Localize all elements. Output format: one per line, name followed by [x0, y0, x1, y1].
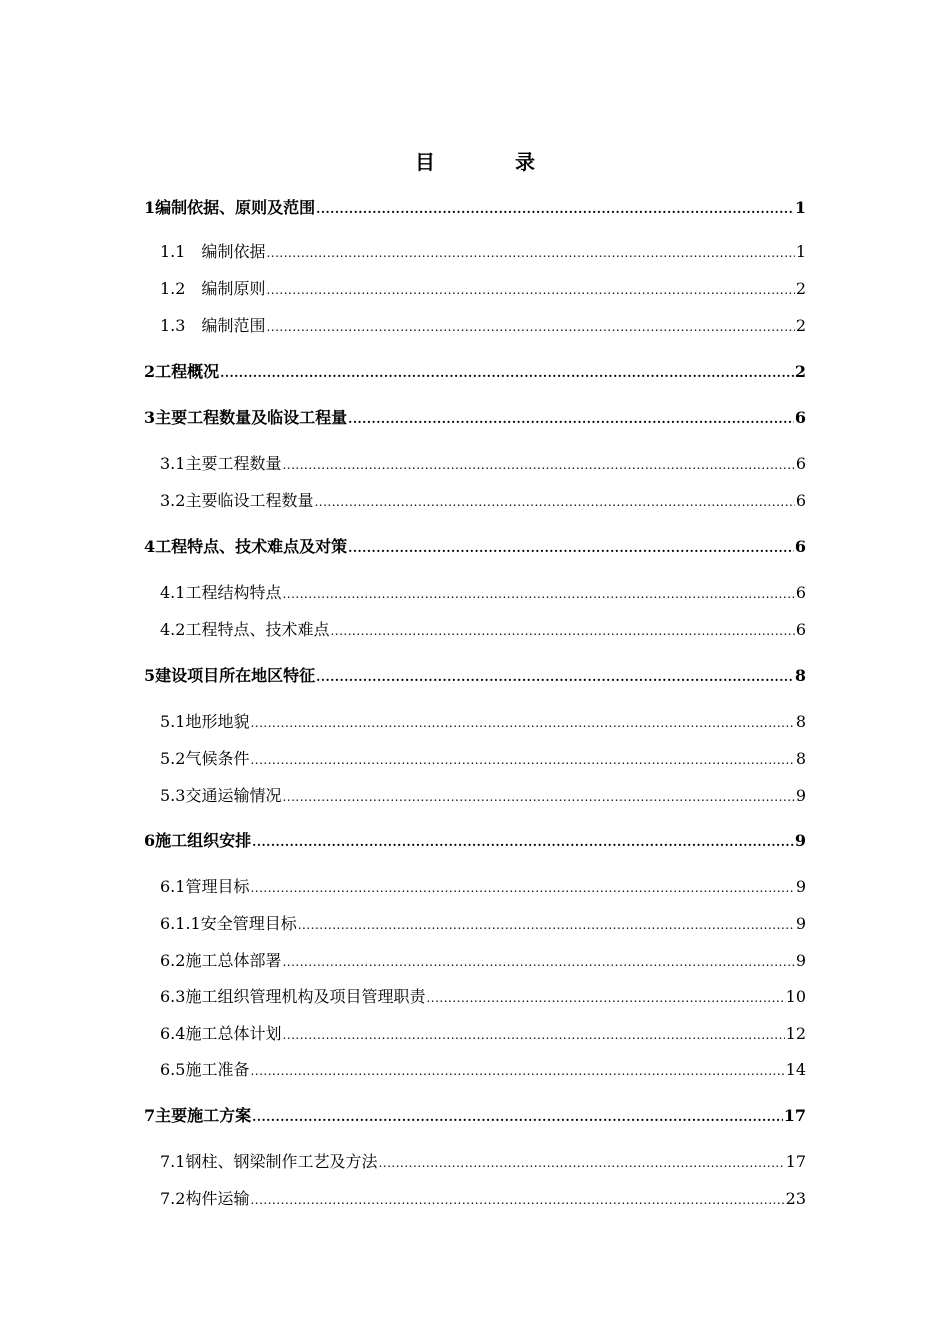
toc-entry-page-number: 6 — [795, 454, 806, 473]
toc-dot-leader — [316, 197, 794, 221]
toc-entry-page-number: 2 — [795, 279, 806, 298]
toc-entry-page-number: 10 — [785, 987, 806, 1006]
toc-entry[interactable] — [144, 1104, 806, 1128]
toc-entry[interactable] — [144, 406, 806, 430]
toc-entry-label: 1.3 编制范围 — [160, 316, 266, 335]
toc-entry[interactable] — [160, 747, 806, 771]
toc-entry-label: 3.2主要临设工程数量 — [160, 491, 314, 510]
toc-entry-label: 1.1 编制依据 — [160, 242, 266, 261]
toc-entry-label: 4.1工程结构特点 — [160, 583, 282, 602]
toc-dot-leader — [266, 315, 794, 339]
toc-entry-page-number: 6 — [795, 491, 806, 510]
toc-entry-page-number: 2 — [794, 362, 806, 381]
toc-entry-label: 5.2气候条件 — [160, 749, 250, 768]
toc-entry[interactable] — [160, 452, 806, 476]
toc-dot-leader — [266, 241, 794, 265]
toc-dot-leader — [348, 407, 794, 431]
toc-entry[interactable] — [160, 581, 806, 605]
toc-entry-page-number: 9 — [794, 831, 806, 850]
toc-entry-label: 7主要施工方案 — [144, 1106, 252, 1125]
toc-entry[interactable] — [144, 535, 806, 559]
toc-dot-leader — [220, 361, 794, 385]
toc-dot-leader — [282, 582, 794, 606]
toc-title: 目 录 — [415, 150, 565, 174]
toc-entry-label: 2工程概况 — [144, 362, 220, 381]
toc-entry-page-number: 8 — [794, 666, 806, 685]
toc-entry-page-number: 8 — [795, 749, 806, 768]
toc-entry-label: 6.1管理目标 — [160, 877, 250, 896]
toc-dot-leader — [250, 748, 794, 772]
toc-entry-label: 1.2 编制原则 — [160, 279, 266, 298]
toc-entry-label: 4工程特点、技术难点及对策 — [144, 537, 348, 556]
toc-dot-leader — [252, 1105, 783, 1129]
toc-entry[interactable] — [144, 360, 806, 384]
toc-dot-leader — [250, 1188, 784, 1212]
toc-dot-leader — [314, 490, 794, 514]
toc-entry-label: 3主要工程数量及临设工程量 — [144, 408, 348, 427]
toc-entry-label: 6施工组织安排 — [144, 831, 252, 850]
toc-entry-label: 1编制依据、原则及范围 — [144, 198, 316, 217]
toc-dot-leader — [298, 913, 795, 937]
toc-entry-label: 5.3交通运输情况 — [160, 786, 282, 805]
toc-entry[interactable] — [144, 829, 806, 853]
toc-entry[interactable] — [160, 1150, 806, 1174]
toc-dot-leader — [348, 536, 794, 560]
toc-entry-label: 6.1.1安全管理目标 — [160, 914, 297, 933]
toc-dot-leader — [378, 1151, 784, 1175]
toc-entry-page-number: 8 — [795, 712, 806, 731]
toc-entry[interactable] — [160, 1022, 806, 1046]
toc-dot-leader — [252, 830, 794, 854]
toc-entry[interactable] — [160, 618, 806, 642]
toc-entry-page-number: 6 — [795, 583, 806, 602]
toc-entry-page-number: 9 — [795, 877, 806, 896]
toc-entry-page-number: 23 — [785, 1189, 806, 1208]
toc-dot-leader — [316, 665, 794, 689]
toc-entry-label: 5建设项目所在地区特征 — [144, 666, 316, 685]
toc-entry-page-number: 9 — [795, 786, 806, 805]
toc-dot-leader — [250, 1059, 784, 1083]
toc-dot-leader — [282, 1023, 784, 1047]
toc-entry[interactable] — [144, 196, 806, 220]
toc-entry[interactable] — [160, 912, 806, 936]
toc-entry[interactable] — [144, 664, 806, 688]
toc-entry[interactable] — [160, 1187, 806, 1211]
toc-entry[interactable] — [160, 314, 806, 338]
toc-entry[interactable] — [160, 489, 806, 513]
toc-entry[interactable] — [160, 985, 806, 1009]
toc-entry-page-number: 6 — [794, 408, 806, 427]
toc-entry-label: 7.2构件运输 — [160, 1189, 250, 1208]
toc-entry-page-number: 17 — [783, 1106, 806, 1125]
toc-entry-label: 3.1主要工程数量 — [160, 454, 282, 473]
toc-dot-leader — [282, 950, 794, 974]
toc-entry-label: 6.5施工准备 — [160, 1060, 250, 1079]
toc-dot-leader — [250, 711, 794, 735]
toc-dot-leader — [266, 278, 794, 302]
toc-entry[interactable] — [160, 1058, 806, 1082]
toc-dot-leader — [282, 453, 794, 477]
toc-entry-page-number: 1 — [795, 242, 806, 261]
toc-dot-leader — [250, 876, 794, 900]
toc-entry-label: 6.4施工总体计划 — [160, 1024, 282, 1043]
toc-dot-leader — [426, 986, 784, 1010]
toc-entry[interactable] — [160, 710, 806, 734]
toc-entry-page-number: 14 — [785, 1060, 806, 1079]
toc-entry-page-number: 12 — [785, 1024, 806, 1043]
toc-entry-page-number: 1 — [794, 198, 806, 217]
toc-entry[interactable] — [160, 277, 806, 301]
toc-entry-page-number: 9 — [795, 951, 806, 970]
toc-entry[interactable] — [160, 240, 806, 264]
toc-entry-label: 5.1地形地貌 — [160, 712, 250, 731]
toc-entry[interactable] — [160, 875, 806, 899]
toc-entry[interactable] — [160, 784, 806, 808]
toc-entry-page-number: 6 — [794, 537, 806, 556]
toc-entry-label: 6.2施工总体部署 — [160, 951, 282, 970]
toc-dot-leader — [282, 785, 794, 809]
toc-entry-page-number: 17 — [785, 1152, 806, 1171]
toc-entry-page-number: 2 — [795, 316, 806, 335]
toc-entry-label: 4.2工程特点、技术难点 — [160, 620, 330, 639]
toc-entry-label: 7.1钢柱、钢梁制作工艺及方法 — [160, 1152, 378, 1171]
toc-dot-leader — [330, 619, 794, 643]
toc-entry-label: 6.3施工组织管理机构及项目管理职责 — [160, 987, 426, 1006]
toc-entry[interactable] — [160, 949, 806, 973]
toc-entry-page-number: 6 — [795, 620, 806, 639]
toc-entry-page-number: 9 — [795, 914, 806, 933]
